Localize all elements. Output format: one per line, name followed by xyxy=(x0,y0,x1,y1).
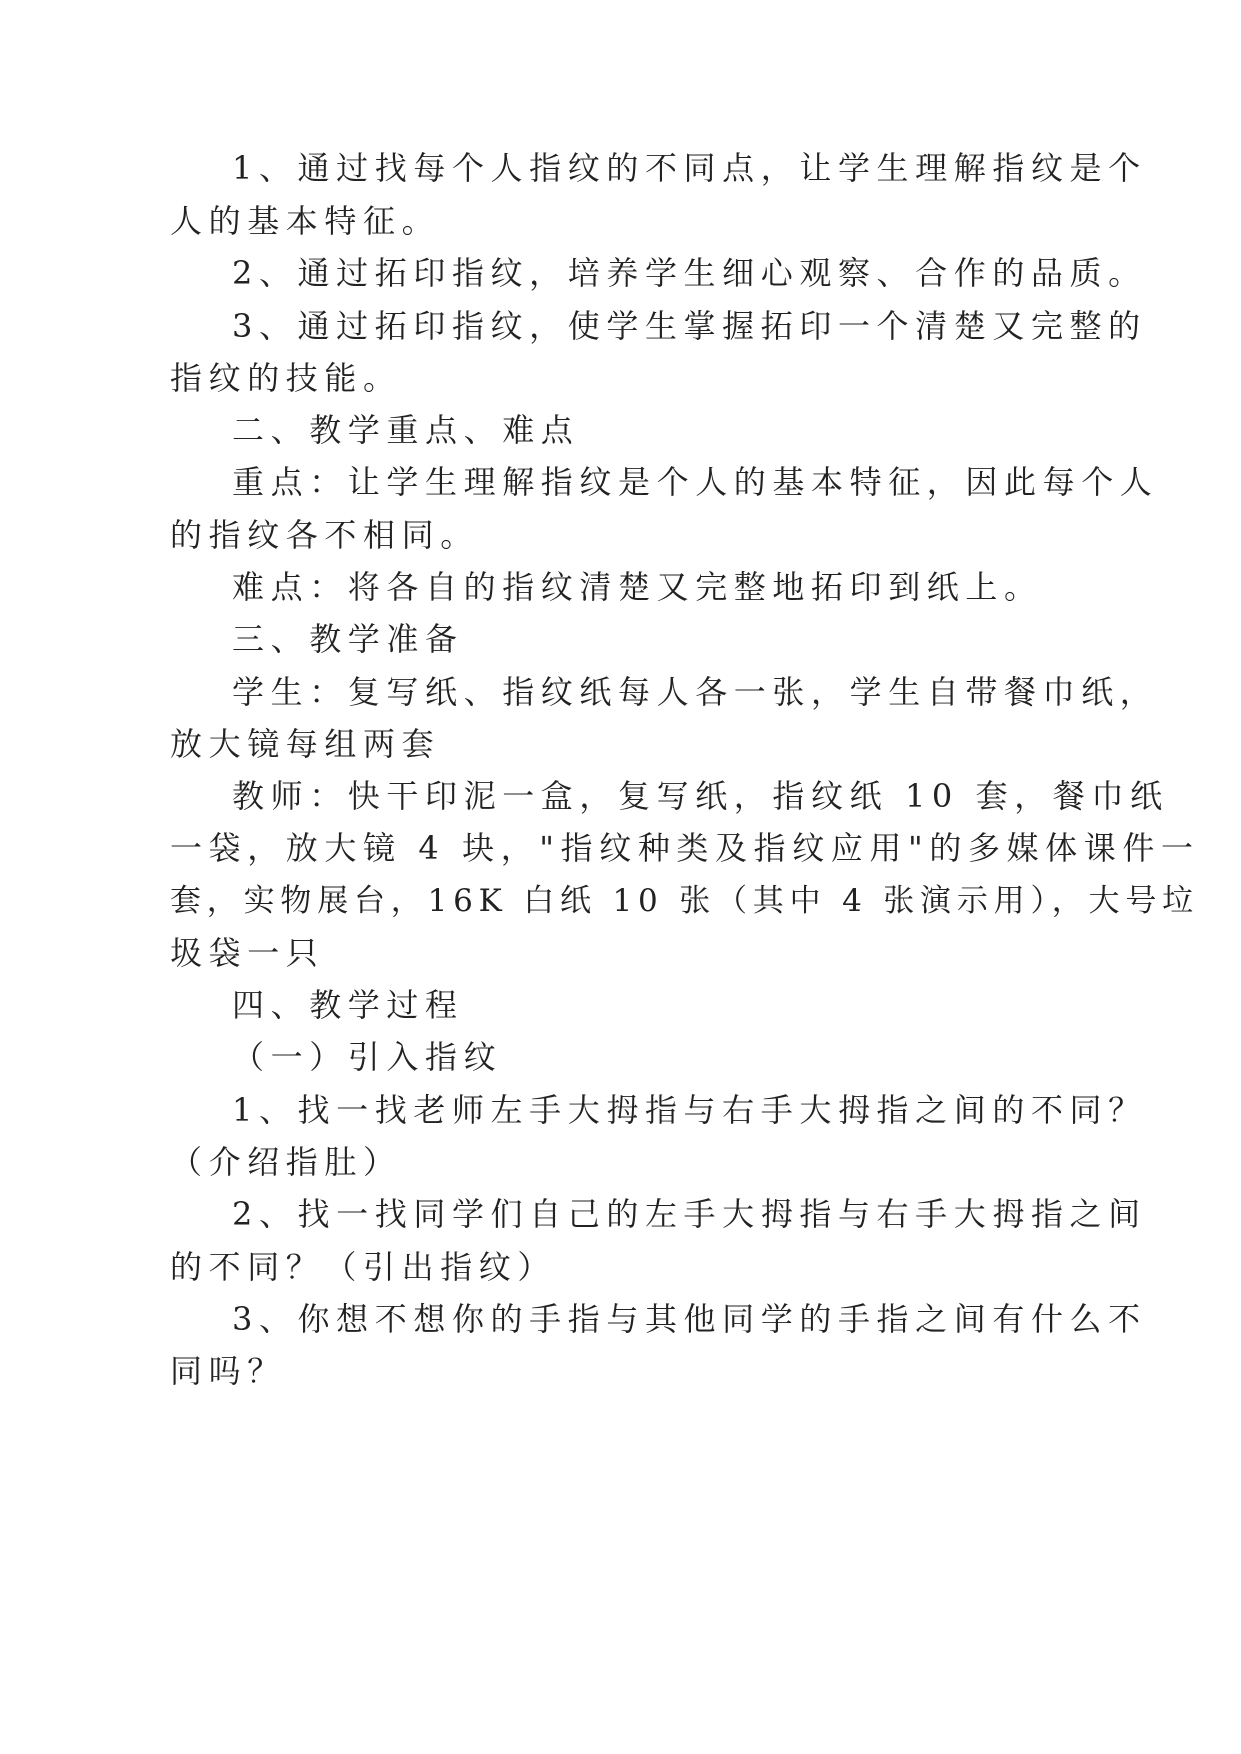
subsection-heading: （一）引入指纹 xyxy=(232,1038,503,1076)
text-line: （介绍指肚） xyxy=(170,1143,402,1181)
section-heading: 三、教学准备 xyxy=(232,620,464,658)
text-line: 指纹的技能。 xyxy=(170,359,402,397)
text-line: 难点：将各自的指纹清楚又完整地拓印到纸上。 xyxy=(232,568,1043,606)
text-line: 学生：复写纸、指纹纸每人各一张，学生自带餐巾纸， xyxy=(232,673,1159,711)
text-line: 2、通过拓印指纹，培养学生细心观察、合作的品质。 xyxy=(232,254,1147,292)
text-line: 人的基本特征。 xyxy=(170,202,441,240)
section-heading: 四、教学过程 xyxy=(232,986,464,1024)
text-line: 的指纹各不相同。 xyxy=(170,516,479,554)
text-line: 1、通过找每个人指纹的不同点，让学生理解指纹是个 xyxy=(232,149,1147,187)
text-line: 同吗？ xyxy=(170,1352,286,1390)
text-line: 放大镜每组两套 xyxy=(170,725,441,763)
text-line: 2、找一找同学们自己的左手大拇指与右手大拇指之间 xyxy=(232,1195,1147,1233)
text-line: 重点：让学生理解指纹是个人的基本特征，因此每个人 xyxy=(232,463,1159,501)
text-line: 圾袋一只 xyxy=(170,934,325,972)
text-line: 1、找一找老师左手大拇指与右手大拇指之间的不同？ xyxy=(232,1091,1147,1129)
text-line: 教师：快干印泥一盒，复写纸，指纹纸 10 套，餐巾纸 xyxy=(232,777,1169,815)
text-line: 套，实物展台，16K 白纸 10 张（其中 4 张演示用），大号垃 xyxy=(170,883,1199,919)
text-line: 3、你想不想你的手指与其他同学的手指之间有什么不 xyxy=(232,1300,1147,1338)
section-heading: 二、教学重点、难点 xyxy=(232,411,580,449)
text-line: 的不同？（引出指纹） xyxy=(170,1248,557,1286)
text-line: 一袋，放大镜 4 块，"指纹种类及指纹应用"的多媒体课件一 xyxy=(170,829,1200,867)
text-line: 3、通过拓印指纹，使学生掌握拓印一个清楚又完整的 xyxy=(232,307,1147,345)
